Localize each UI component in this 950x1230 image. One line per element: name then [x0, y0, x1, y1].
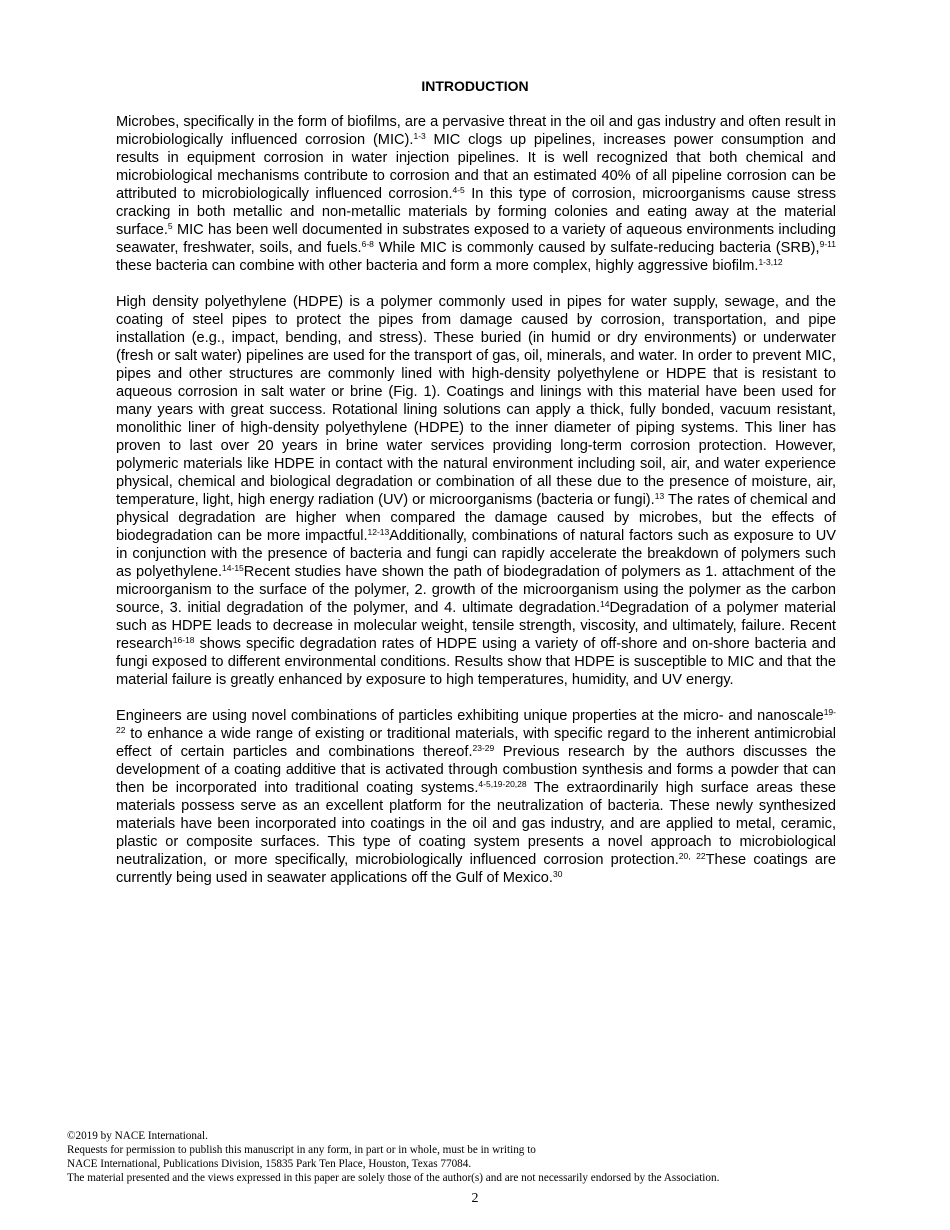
intro-paragraph-3: [116, 707, 836, 887]
text-run: Previous research by the authors discusses the development of a coating additive that is activated through combustion synthesis and forms a powder that can then be incorporated into traditional coating systems.: [116, 744, 836, 796]
text-run: to enhance a wide range of existing or traditional materials, with specific regard to the inherent antimicrobial effect of certain particles and combinations thereof.: [116, 726, 836, 760]
page-number: 2: [471, 1191, 479, 1206]
text-run: Additionally, combinations of natural factors such as exposure to UV in conjunction with the presence of bacteria and fungi can rapidly accelerate the breakdown of polymers such as polyethylene.: [116, 528, 836, 580]
citation-superscript: 14-15: [222, 563, 244, 573]
citation-superscript: 6-8: [361, 239, 374, 249]
text-run: Degradation of a polymer material such as HDPE leads to decrease in molecular weight, tensile strength, viscosity, and ultimately, failure. Recent research: [116, 600, 836, 652]
text-run: While MIC is commonly caused by sulfate-reducing bacteria (SRB),: [373, 240, 820, 256]
citation-superscript: 1-3: [413, 131, 426, 141]
footer-address: NACE International, Publications Division, 15835 Park Ten Place, Houston, Texas 77084.: [67, 1158, 472, 1170]
text-run: These coatings are currently being used in seawater applications off the Gulf of Mexico.: [116, 852, 836, 886]
text-run: these bacteria can combine with other bacteria and form a more complex, highly aggressive biofilm.: [116, 258, 759, 274]
text-run: shows specific degradation rates of HDPE using a variety of off-shore and on-shore bacteria and fungi exposed to different environmental conditions. Results show that HDPE is susceptible to MIC and that the material failure is greatly enhanced by exposure to high temperatures, humidity, and UV energy.: [116, 636, 836, 688]
section-heading: INTRODUCTION: [421, 78, 529, 94]
citation-superscript: 12-13: [367, 527, 390, 537]
text-run: Engineers are using novel combinations of particles exhibiting unique properties at the micro- and nanoscale: [116, 708, 824, 724]
citation-superscript: 4-5,19-20,28: [478, 779, 527, 789]
citation-superscript: 13: [654, 491, 665, 501]
text-run: The extraordinarily high surface areas these materials possess serve as an excellent platform for the neutralization of bacteria. These newly synthesized materials have been incorporated into coatings in the oil and gas industry, and are applied to metal, ceramic, plastic or composite surfaces. This type of coating system presents a novel approach to microbiological neutralization, or more specifically, microbiologically influenced corrosion protection.: [116, 780, 836, 868]
citation-superscript: 1-3,12: [758, 257, 783, 267]
text-run: Recent studies have shown the path of biodegradation of polymers as 1. attachment of the microorganism to the surface of the polymer, 2. growth of the microorganism using the polymer as the carbon source, 3. initial degradation of the polymer, and 4. ultimate degradation.: [116, 564, 836, 616]
footer-disclaimer: The material presented and the views expressed in this paper are solely those of the author(s) and are not necessarily endorsed by the Association.: [67, 1172, 720, 1184]
citation-superscript: 14: [600, 599, 610, 609]
text-run: High density polyethylene (HDPE) is a polymer commonly used in pipes for water supply, sewage, and the coating of steel pipes to protect the pipes from damage caused by corrosion, transportation, and pipe installation (e.g., impact, bending, and stress). These buried (in humid or dry environments) or underwater (fresh or salt water) pipelines are used for the transport of gas, oil, minerals, and water. In order to prevent MIC, pipes and other structures are commonly lined with high-density polyethylene or HDPE that is resistant to aqueous corrosion in salt water or brine (Fig. 1). Coatings and linings with this material have been used for many years with great success. Rotational lining solutions can apply a thick, fully bonded, vacuum resistant, monolithic liner of high-density polyethylene (HDPE) to the inner diameter of piping systems. This liner has proven to last over 20 years in brine water services providing long-term corrosion protection. However, polymeric materials like HDPE in contact with the natural environment including soil, air, and water experience physical, chemical and biological degradation or combination of all these due to the presence of moisture, air, temperature, light, high energy radiation (UV) or microorganisms (bacteria or fungi).: [116, 294, 836, 508]
copyright-footer: [67, 1129, 887, 1185]
citation-superscript: 20, 22: [678, 851, 706, 861]
text-run: Microbes, specifically in the form of biofilms, are a pervasive threat in the oil and gas industry and often result in microbiologically influenced corrosion (MIC).: [116, 114, 836, 148]
citation-superscript: 4-5: [452, 185, 465, 195]
text-run: The rates of chemical and physical degradation are higher when compared the damage caused by microbes, but the effects of biodegradation can be more impactful.: [116, 492, 836, 544]
footer-permission: Requests for permission to publish this manuscript in any form, in part or in whole, must be in writing to: [67, 1144, 536, 1156]
citation-superscript: 19-22: [116, 707, 836, 735]
citation-superscript: 5: [167, 221, 173, 231]
text-run: MIC clogs up pipelines, increases power consumption and results in equipment corrosion in water injection pipelines. It is well recognized that both chemical and microbiological mechanisms contribute to corrosion and that an estimated 40% of all pipeline corrosion can be attributed to microbiologically influenced corrosion.: [116, 132, 836, 202]
intro-paragraph-1: [116, 113, 836, 275]
citation-superscript: 9-11: [819, 239, 836, 249]
intro-paragraph-2: [116, 293, 836, 689]
text-run: In this type of corrosion, microorganisms cause stress cracking in both metallic and non-metallic materials by forming colonies and eating away at the material surface.: [116, 186, 836, 238]
footer-copyright: ©2019 by NACE International.: [67, 1130, 208, 1142]
text-run: MIC has been well documented in substrates exposed to a variety of aqueous environments including seawater, freshwater, soils, and fuels.: [116, 222, 836, 256]
citation-superscript: 23-29: [472, 743, 495, 753]
citation-superscript: 30: [552, 869, 563, 879]
section-body: [116, 113, 836, 905]
citation-superscript: 16-18: [172, 635, 195, 645]
